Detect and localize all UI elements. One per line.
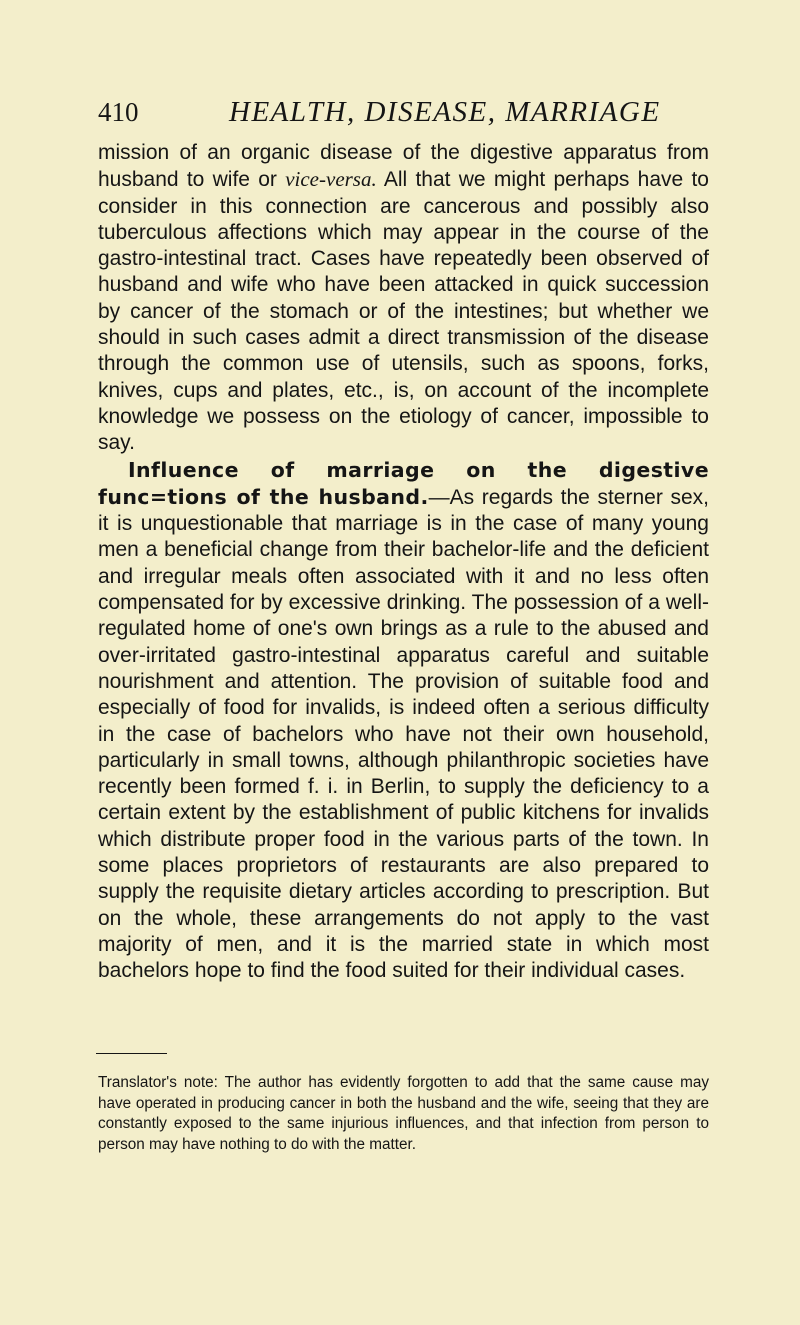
footnote-text: The author has evidently forgotten to add that the same cause may have operated in producing cancer in both the husband and the wife, seeing that they are constantly exposed to the same injurious influences, and that infection from person to person may have nothing to do with the matter. — [98, 1074, 709, 1153]
footnote-label: Translator's note: — [98, 1074, 218, 1091]
running-head: HEALTH, DISEASE, MARRIAGE — [229, 96, 661, 128]
paragraph-one — [98, 140, 709, 457]
footnote — [98, 1073, 709, 1155]
main-text — [98, 140, 709, 985]
page-header — [98, 95, 708, 135]
section-heading: Influence of marriage on the digestive func=tions of the husband. — [98, 457, 709, 509]
paragraph-one-italic: vice-versa. — [285, 167, 377, 192]
section-text: —As regards the sterner sex, it is unquestionable that marriage is in the case of many young men a beneficial change from their bachelor-life and the deficient and irregular meals often associated with it and no less often compensated for by excessive drinking. The possession of a well-regulated home of one's own brings as a rule to the abused and over-irritated gastro-intestinal apparatus careful and suitable nourishment and attention. The provision of suitable food and especially of food for invalids, is indeed often a serious difficulty in the case of bachelors who have not their own household, particularly in small towns, although philanthropic societies have recently been formed f. i. in Berlin, to supply the deficiency to a certain extent by the establishment of public kitchens for invalids which distribute proper food in the various parts of the town. In some places proprietors of restaurants are also prepared to supply the requisite dietary articles according to prescription. But on the whole, these arrangements do not apply to the vast majority of men, and it is the married state in which most bachelors hope to find the food suited for their individual cases. — [98, 485, 709, 983]
paragraph-one-rest: All that we might perhaps have to consider in this connection are cancerous and possibly also tuberculous affections which may appear in the course of the gastro-intestinal tract. Cases have repeatedly been observed of husband and wife who have been attacked in quick succession by cancer of the stomach or of the intestines; but whether we should in such cases admit a direct transmission of the disease through the common use of utensils, such as spoons, forks, knives, cups and plates, etc., is, on account of the incomplete knowledge we possess on the etiology of cancer, impossible to say. — [98, 168, 709, 455]
paragraph-one-lead: mission of an organic disease of the digestive apparatus from husband to wife or — [98, 141, 709, 192]
footnote-rule — [96, 1053, 167, 1054]
page-number: 410 — [98, 97, 139, 127]
section-paragraph — [98, 457, 709, 985]
